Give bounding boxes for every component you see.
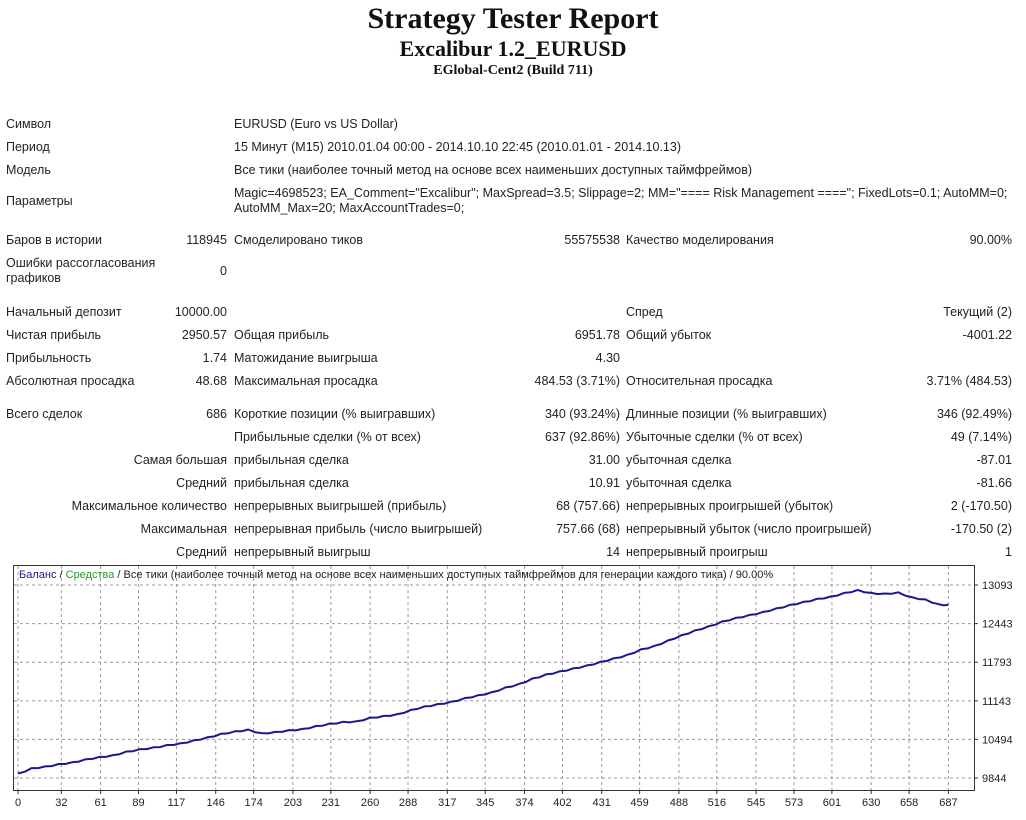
x-tick-label: 146 (206, 797, 225, 809)
avg-cons-wins-label: непрерывный выигрыш (234, 545, 371, 559)
x-tick-label: 203 (283, 797, 303, 809)
x-tick-label: 288 (398, 797, 418, 809)
max-cons-wins-value: 68 (757.66) (556, 499, 620, 513)
largest-profit-value: 31.00 (588, 453, 620, 467)
quality-label: Качество моделирования (626, 233, 774, 247)
x-tick-label: 601 (822, 797, 842, 809)
y-tick-label: 12443 (982, 618, 1013, 631)
symbol-label: Символ (6, 117, 52, 131)
spread-label: Спред (626, 305, 663, 319)
expected-payoff-label: Матожидание выигрыша (234, 351, 378, 365)
x-tick-label: 0 (14, 797, 22, 809)
average-profit-value: 10.91 (588, 476, 620, 490)
gross-profit-label: Общая прибыль (234, 328, 330, 342)
gross-loss-value: -4001.22 (962, 328, 1012, 342)
chart-legend (19, 569, 773, 581)
net-profit-value: 2950.57 (181, 328, 227, 342)
x-tick-label: 260 (360, 797, 380, 809)
x-tick-label: 630 (862, 797, 881, 809)
max-cons-profit-label: непрерывная прибыль (число выигрышей) (234, 522, 483, 536)
max-cons-loss-value: -170.50 (2) (950, 522, 1012, 536)
x-tick-label: 374 (515, 797, 534, 809)
x-tick-label: 687 (939, 797, 958, 809)
chart-plot-frame (14, 566, 975, 791)
x-tick-label: 402 (553, 797, 572, 809)
abs-drawdown-label: Абсолютная просадка (6, 374, 135, 388)
max-cons-losses-value: 2 (-170.50) (950, 499, 1012, 513)
spread-value: Текущий (2) (943, 305, 1012, 319)
short-positions-value: 340 (93.24%) (544, 407, 620, 421)
gross-loss-label: Общий убыток (626, 328, 712, 342)
long-positions-label: Длинные позиции (% выигравших) (626, 407, 827, 421)
y-tick-label: 11143 (982, 695, 1011, 708)
avg-cons-losses-value: 1 (1005, 545, 1012, 559)
server-name: EGlobal-Cent2 (Build 711) (433, 63, 593, 78)
max-cons-wins-label: непрерывных выигрышей (прибыль) (234, 499, 447, 513)
deposit-label: Начальный депозит (6, 305, 122, 319)
largest-loss-label: убыточная сделка (626, 453, 732, 467)
x-tick-label: 32 (55, 797, 68, 809)
profit-factor-value: 1.74 (202, 351, 227, 365)
x-tick-label: 317 (438, 797, 457, 809)
legend-equity: Средства (65, 569, 115, 581)
largest-loss-value: -87.01 (976, 453, 1012, 467)
balance-chart-svg (13, 565, 1024, 815)
gross-profit-value: 6951.78 (574, 328, 620, 342)
x-tick-label: 545 (746, 797, 766, 809)
x-tick-label: 231 (321, 797, 341, 809)
y-tick-label: 13093 (982, 580, 1013, 592)
symbol-value: EURUSD (Euro vs US Dollar) (234, 117, 398, 131)
period-label: Период (6, 140, 50, 154)
avg-cons-wins-value: 14 (606, 545, 620, 559)
report-title: Strategy Tester Report (367, 2, 659, 35)
balance-chart (13, 565, 1024, 815)
profit-trades-label: Прибыльные сделки (% от всех) (234, 430, 421, 444)
max-drawdown-value: 484.53 (3.71%) (534, 374, 620, 388)
x-tick-label: 174 (244, 797, 263, 809)
profit-trades-value: 637 (92.86%) (544, 430, 620, 444)
long-positions-value: 346 (92.49%) (936, 407, 1012, 421)
params-label: Параметры (6, 194, 73, 208)
x-axis (15, 790, 958, 809)
bars-value: 118945 (186, 233, 227, 247)
legend-rest: / Все тики (наиболее точный метод на основе всех наименьших доступных таймфреймов для генерации каждого тика) / 90.00% (114, 569, 774, 581)
largest-profit-label: прибыльная сделка (234, 453, 349, 467)
ticks-value: 55575538 (564, 233, 620, 247)
rel-drawdown-value: 3.71% (484.53) (926, 374, 1012, 388)
errors-label: Ошибки рассогласования графиков (6, 256, 156, 285)
avg-cons-label: Средний (176, 545, 227, 559)
quality-value: 90.00% (969, 233, 1012, 247)
profit-factor-label: Прибыльность (6, 351, 92, 365)
bars-label: Баров в истории (6, 233, 102, 247)
average-label: Средний (176, 476, 227, 490)
max-drawdown-label: Максимальная просадка (234, 374, 378, 388)
net-profit-label: Чистая прибыль (6, 328, 101, 342)
x-tick-label: 431 (592, 797, 611, 809)
x-tick-label: 573 (784, 797, 804, 809)
largest-label: Самая большая (133, 453, 227, 467)
x-tick-label: 61 (94, 797, 107, 809)
x-tick-label: 516 (707, 797, 726, 809)
y-axis (974, 580, 1013, 785)
y-tick-label: 10494 (982, 734, 1013, 747)
average-loss-label: убыточная сделка (626, 476, 732, 490)
loss-trades-label: Убыточные сделки (% от всех) (626, 430, 803, 444)
ticks-label: Смоделировано тиков (234, 233, 363, 247)
x-tick-label: 459 (630, 797, 649, 809)
legend-balance: Баланс (19, 569, 57, 581)
x-tick-label: 117 (167, 797, 186, 809)
avg-cons-losses-label: непрерывный проигрыш (626, 545, 768, 559)
x-tick-label: 488 (669, 797, 689, 809)
average-loss-value: -81.66 (976, 476, 1012, 490)
params-value: Magic=4698523; EA_Comment="Excalibur"; MaxSpread=3.5; Slippage=2; MM="==== Risk Management ===="; FixedLots=0.1; AutoMM=0; AutoMM_Max=20; MaxAccountTrades=0; (234, 186, 1008, 215)
errors-value: 0 (220, 264, 227, 278)
y-tick-label: 9844 (982, 773, 1007, 785)
expert-name: Excalibur 1.2_EURUSD (399, 36, 627, 61)
period-value: 15 Минут (M15) 2010.01.04 00:00 - 2014.10.10 22:45 (2010.01.01 - 2014.10.13) (234, 140, 682, 154)
max-cons-profit-value: 757.66 (68) (556, 522, 620, 536)
y-tick-label: 11793 (982, 657, 1012, 670)
model-value: Все тики (наиболее точный метод на основе всех наименьших доступных таймфреймов) (234, 163, 753, 177)
abs-drawdown-value: 48.68 (195, 374, 227, 388)
loss-trades-value: 49 (7.14%) (950, 430, 1012, 444)
max-count-label: Максимальное количество (71, 499, 227, 513)
deposit-value: 10000.00 (174, 305, 227, 319)
short-positions-label: Короткие позиции (% выигравших) (234, 407, 436, 421)
average-profit-label: прибыльная сделка (234, 476, 349, 490)
rel-drawdown-label: Относительная просадка (626, 374, 773, 388)
max-cons-losses-label: непрерывных проигрышей (убыток) (626, 499, 834, 513)
x-tick-label: 345 (476, 797, 495, 809)
total-trades-label: Всего сделок (6, 407, 83, 421)
max-cons-loss-label: непрерывный убыток (число проигрышей) (626, 522, 872, 536)
legend-sep: / (56, 569, 66, 581)
x-tick-label: 89 (132, 797, 145, 809)
model-label: Модель (6, 163, 51, 177)
maximal-label: Максимальная (140, 522, 227, 536)
expected-payoff-value: 4.30 (595, 351, 620, 365)
x-tick-label: 658 (899, 797, 919, 809)
total-trades-value: 686 (206, 407, 227, 421)
